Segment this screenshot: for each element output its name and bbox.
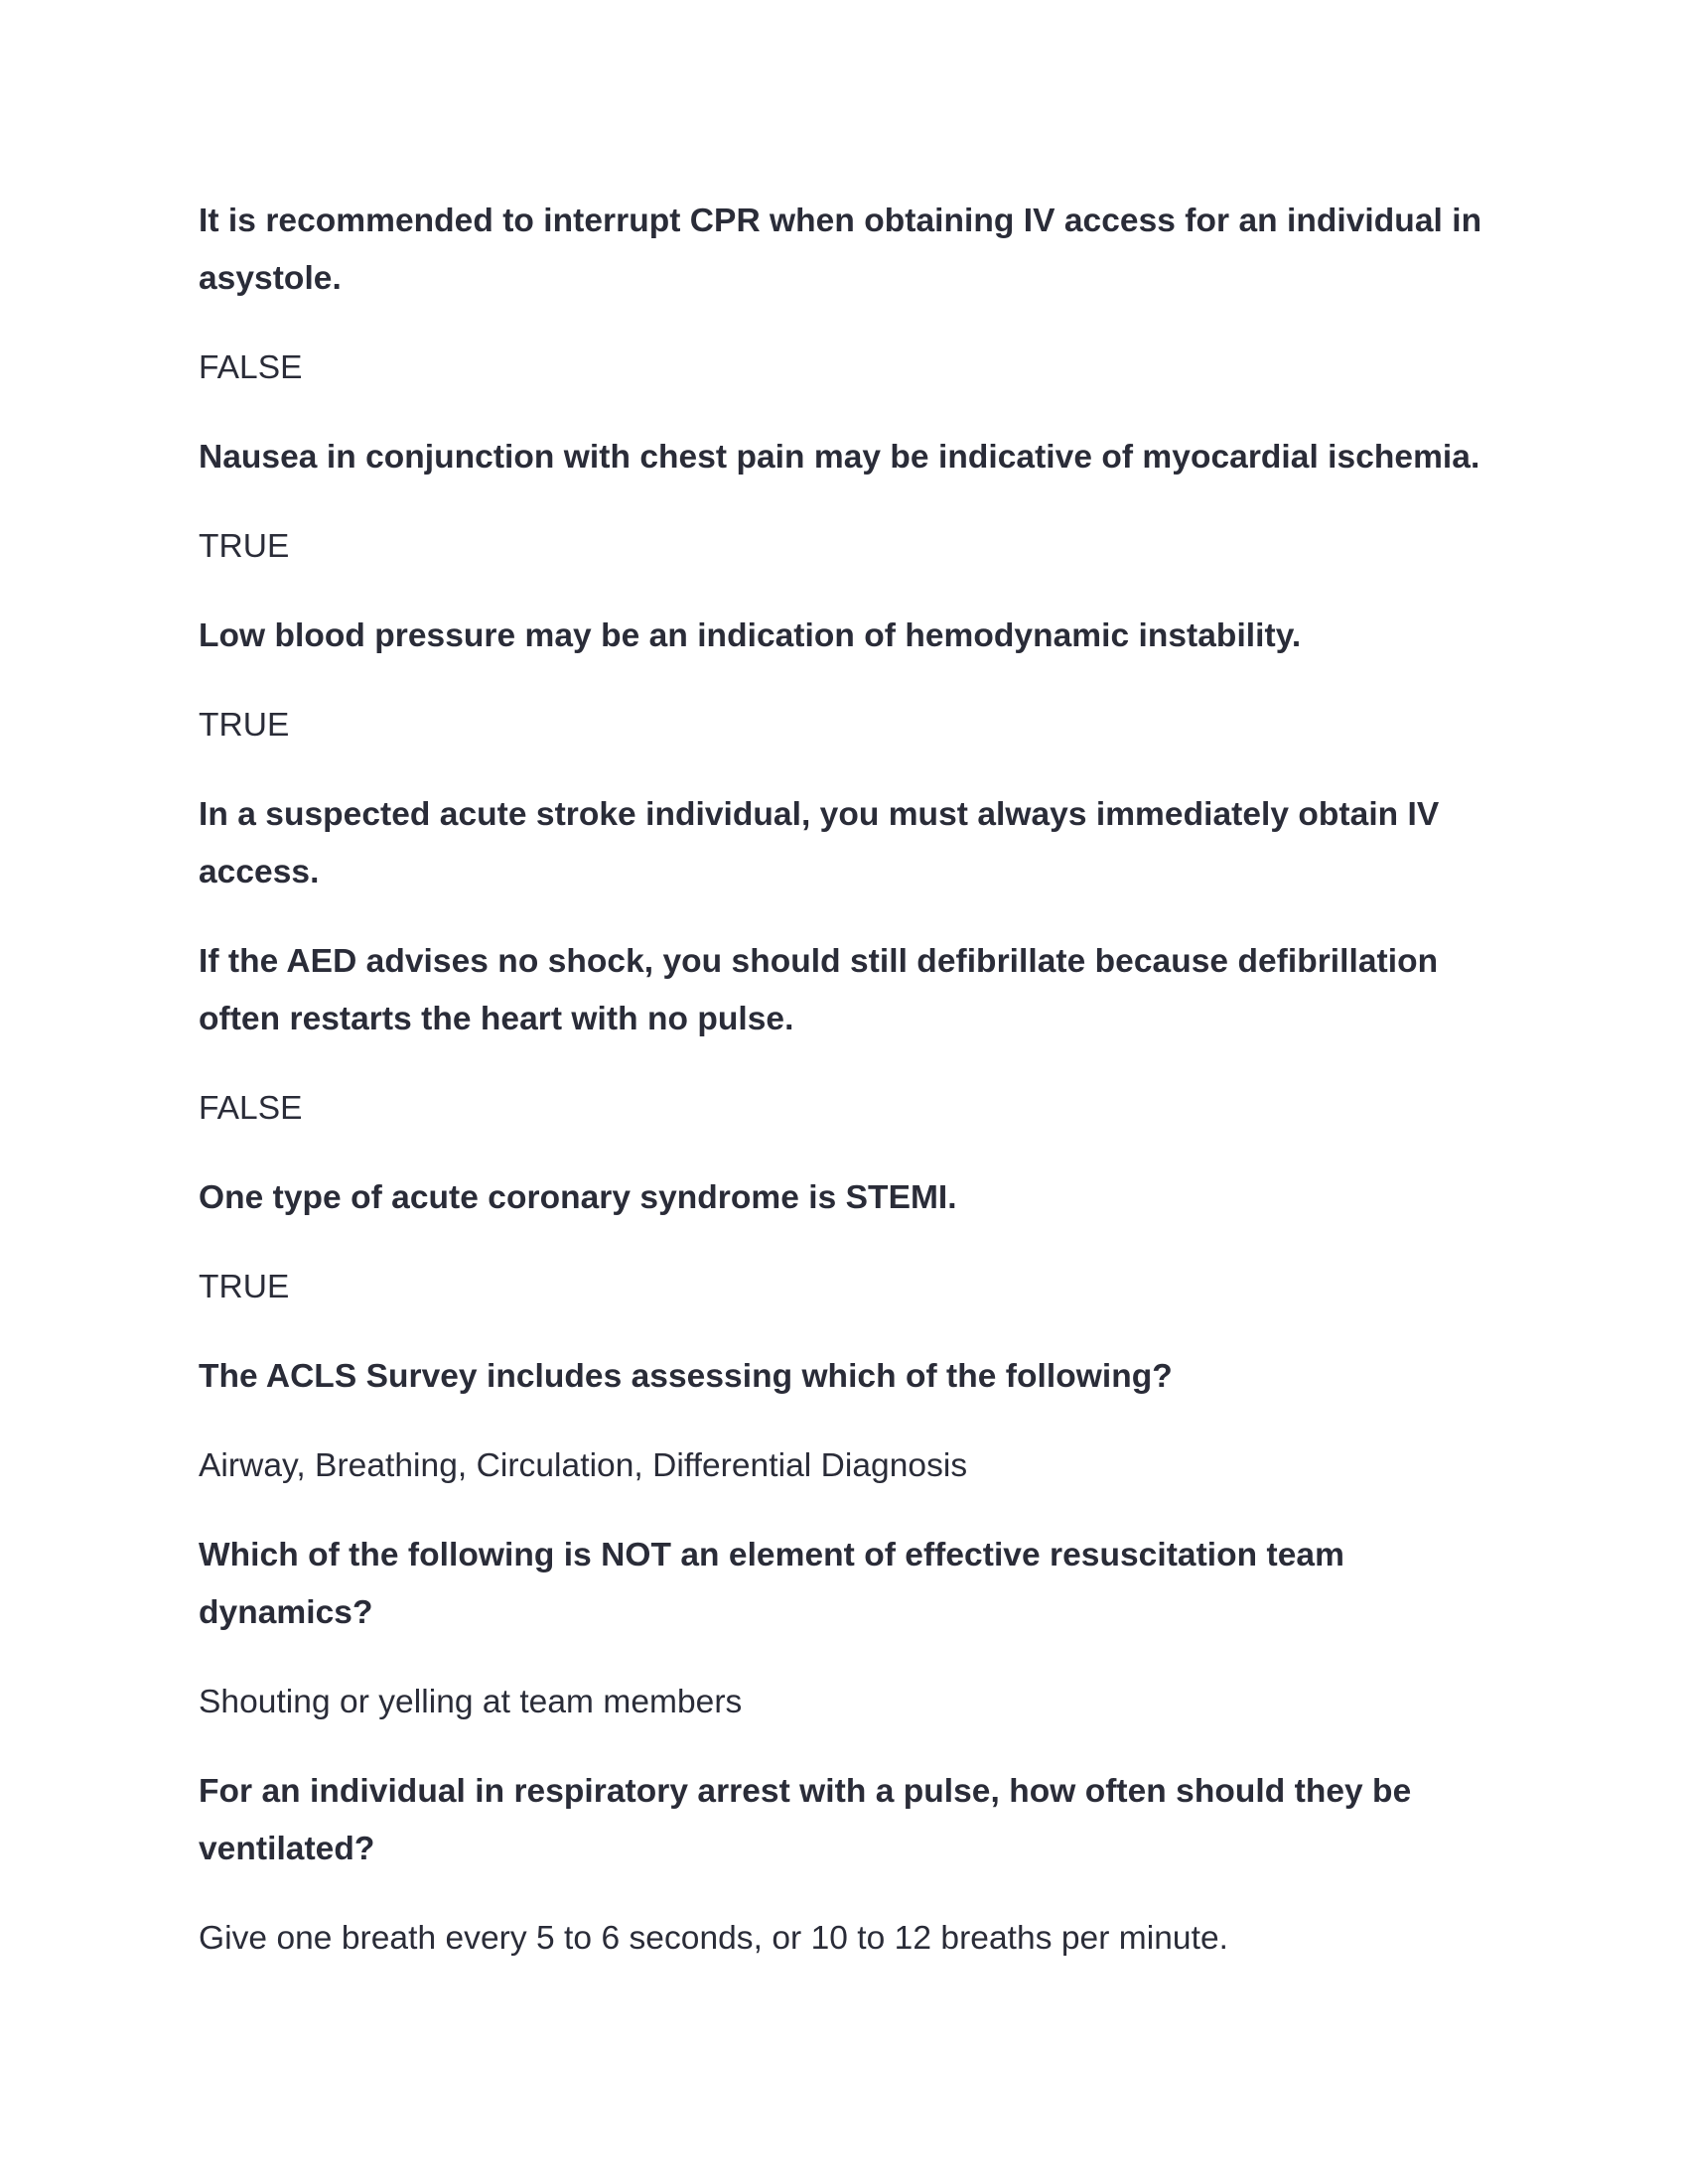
question-text: It is recommended to interrupt CPR when obtaining IV access for an individual in asystole. — [199, 203, 1482, 297]
question-text: For an individual in respiratory arrest with a pulse, how often should they be ventilated? — [199, 1773, 1412, 1867]
question-text: Nausea in conjunction with chest pain may be indicative of myocardial ischemia. — [199, 439, 1480, 476]
answer-text: Airway, Breathing, Circulation, Differential Diagnosis — [199, 1447, 968, 1484]
question-text: One type of acute coronary syndrome is STEMI. — [199, 1179, 957, 1216]
answer-text: TRUE — [199, 528, 290, 565]
question-text: Low blood pressure may be an indication of hemodynamic instability. — [199, 617, 1302, 654]
answer-text: FALSE — [199, 1090, 303, 1127]
answer-text: TRUE — [199, 1269, 290, 1305]
answer-text: FALSE — [199, 349, 303, 386]
document-page — [199, 193, 1489, 1968]
question-text: In a suspected acute stroke individual, you must always immediately obtain IV access. — [199, 796, 1440, 890]
answer-text: Shouting or yelling at team members — [199, 1684, 743, 1720]
answer-text: TRUE — [199, 707, 290, 744]
question-text: The ACLS Survey includes assessing which of the following? — [199, 1358, 1173, 1395]
question-text: Which of the following is NOT an element of effective resuscitation team dynamics? — [199, 1537, 1344, 1631]
answer-text: Give one breath every 5 to 6 seconds, or 10 to 12 breaths per minute. — [199, 1920, 1228, 1957]
question-text: If the AED advises no shock, you should still defibrillate because defibrillation often restarts the heart with no pulse. — [199, 943, 1439, 1037]
